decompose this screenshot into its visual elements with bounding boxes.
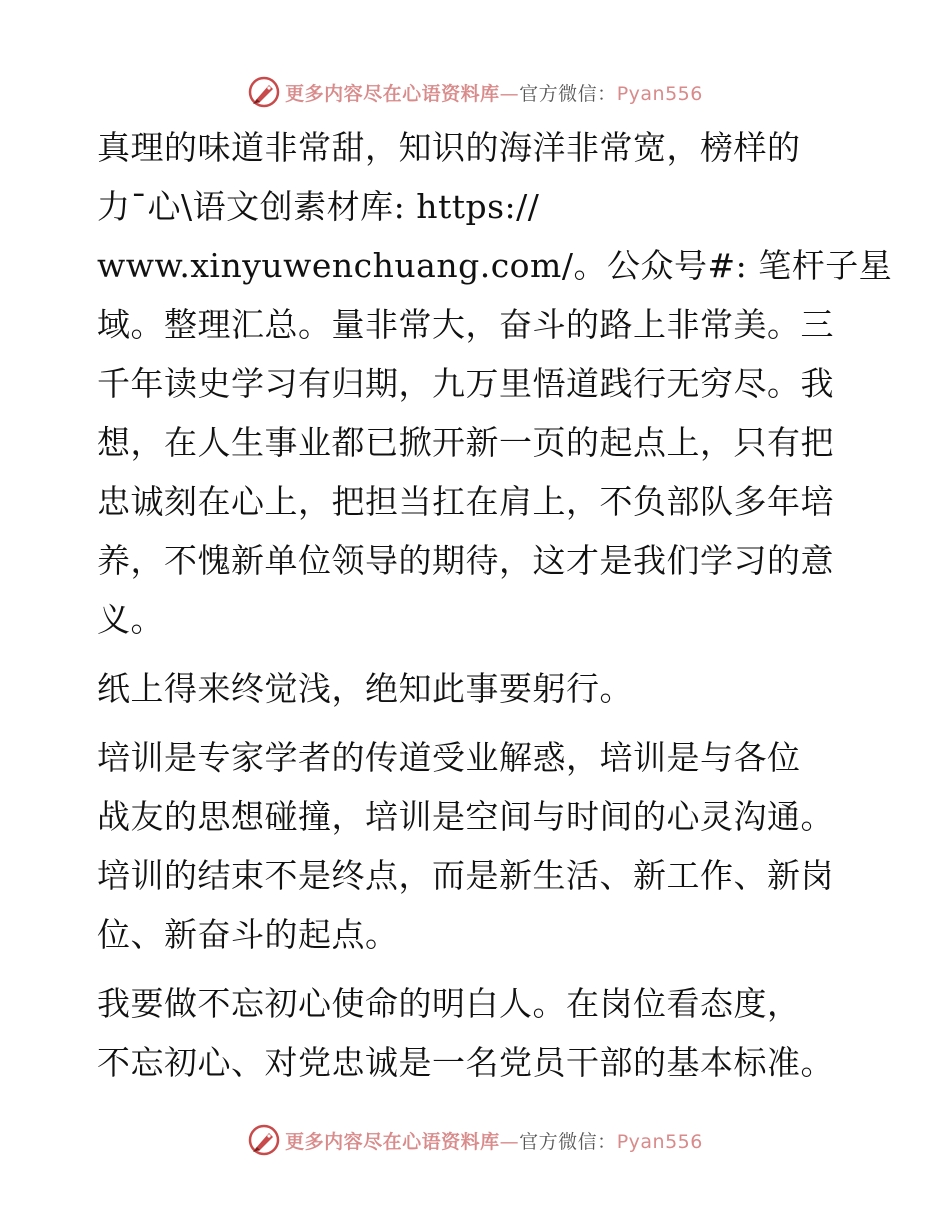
header-banner	[0, 72, 950, 112]
text-line: 忠诚刻在心上，把担当扛在肩上，不负部队多年培	[97, 482, 834, 521]
text-line: 想，在人生事业都已掀开新一页的起点上，只有把	[97, 423, 834, 462]
paragraph-4	[97, 974, 857, 1092]
banner-wechat-label: 官方微信：	[519, 1130, 617, 1153]
banner-wechat-id: Pyan556	[616, 1130, 703, 1153]
text-line: www.xinyuwenchuang.com/。公众号#: 笔杆子星	[97, 246, 893, 285]
text-line: 战友的思想碰撞，培训是空间与时间的心灵沟通。	[97, 797, 834, 836]
text-line: 真理的味道非常甜，知识的海洋非常宽，榜样的	[97, 128, 801, 167]
banner-separator: —	[499, 1130, 520, 1153]
text-line: 力¯心\语文创素材库: https://	[97, 187, 540, 226]
banner-brand: 更多内容尽在心语资料库	[285, 1130, 500, 1153]
text-line: 域。整理汇总。量非常大，奋斗的路上非常美。三	[97, 305, 834, 344]
pen-nib-logo-icon	[247, 1123, 281, 1157]
paragraph-3	[97, 728, 857, 964]
footer-banner	[0, 1120, 950, 1160]
banner-text	[285, 1127, 703, 1154]
text-line: 我要做不忘初心使命的明白人。在岗位看态度，	[97, 984, 801, 1023]
document-body	[97, 118, 893, 1102]
text-line: 养，不愧新单位领导的期待，这才是我们学习的意	[97, 541, 834, 580]
pen-nib-logo-icon	[247, 75, 281, 109]
text-line: 纸上得来终觉浅，绝知此事要躬行。	[97, 669, 633, 708]
banner-brand: 更多内容尽在心语资料库	[285, 82, 500, 105]
banner-wechat-label: 官方微信：	[519, 82, 617, 105]
text-line: 千年读史学习有归期，九万里悟道践行无穷尽。我	[97, 364, 834, 403]
text-line: 培训的结束不是终点，而是新生活、新工作、新岗	[97, 856, 834, 895]
banner-wechat-id: Pyan556	[616, 82, 703, 105]
banner-separator: —	[499, 82, 520, 105]
banner-text	[285, 79, 703, 106]
text-line: 义。	[97, 600, 164, 639]
text-line: 培训是专家学者的传道受业解惑，培训是与各位	[97, 738, 801, 777]
paragraph-1	[97, 118, 893, 649]
paragraph-2	[97, 659, 857, 718]
text-line: 位、新奋斗的起点。	[97, 915, 399, 954]
text-line: 不忘初心、对党忠诚是一名党员干部的基本标准。	[97, 1043, 834, 1082]
